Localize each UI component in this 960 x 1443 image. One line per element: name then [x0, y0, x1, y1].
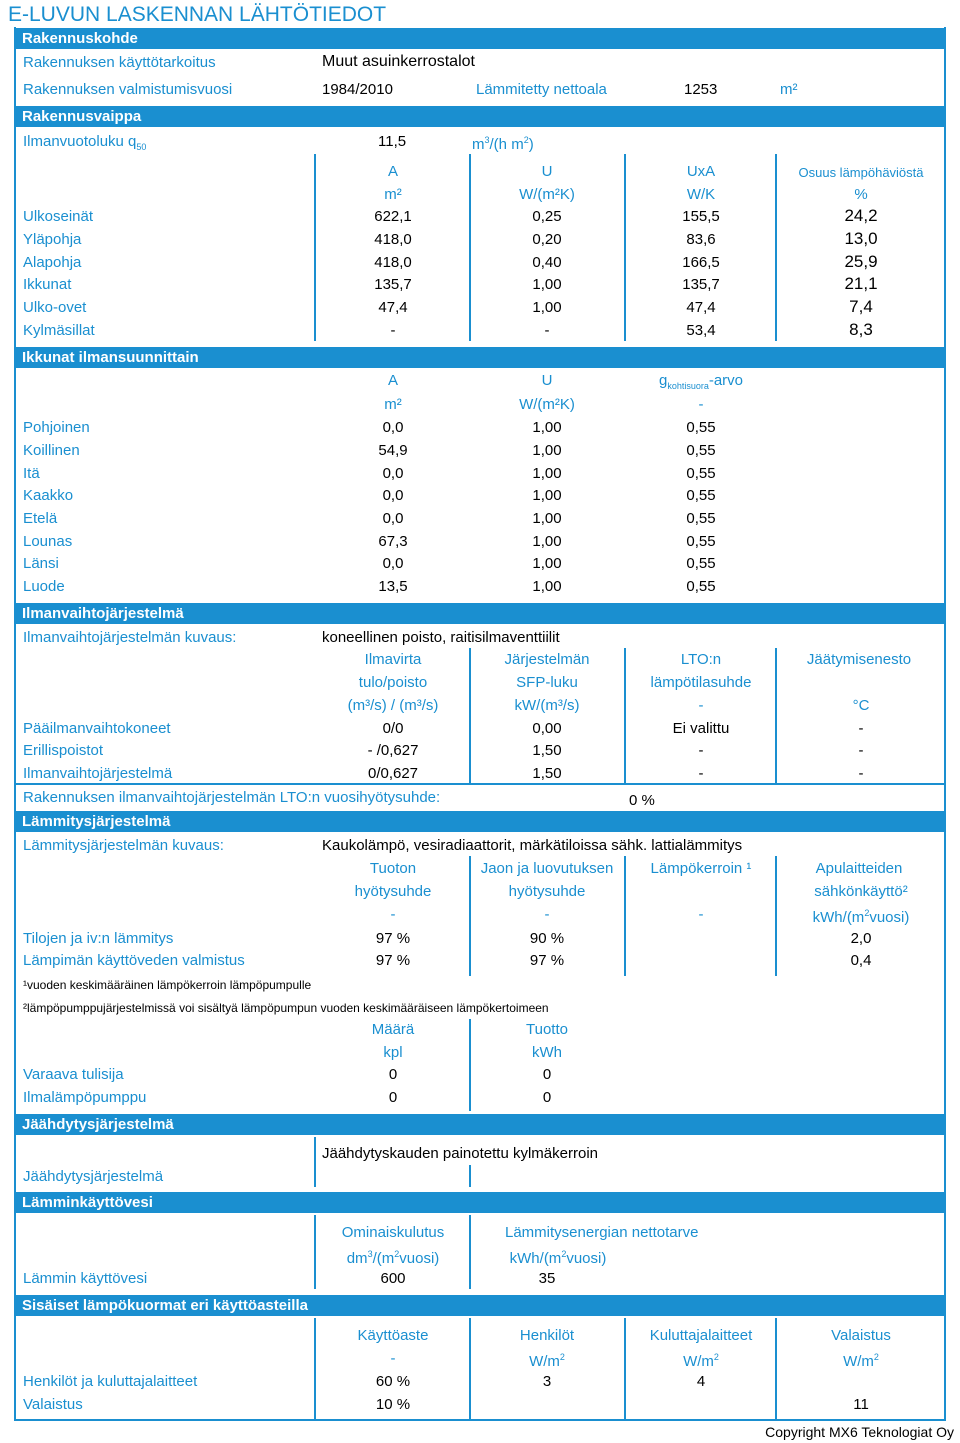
cell-u: 0,25 [532, 208, 562, 225]
col-header-share: Osuus lämpöhäviöstä [798, 165, 924, 180]
net-area-label: Lämmitetty nettoala [476, 81, 607, 98]
dhw-col-header: Ominaiskulutus [341, 1224, 445, 1241]
section-header-lkv: Lämminkäyttövesi [14, 1192, 946, 1213]
cell-share: 25,9 [844, 252, 878, 271]
row-label: Luode [23, 578, 65, 595]
cell-share: 7,4 [849, 297, 873, 316]
row-label: Kylmäsillat [23, 322, 95, 339]
column-divider [469, 154, 471, 341]
column-divider [314, 1215, 316, 1289]
col-unit-g: - [698, 396, 704, 413]
page-title: E-LUVUN LASKENNAN LÄHTÖTIEDOT [8, 3, 387, 26]
iv-col-header: Järjestelmän [504, 651, 590, 668]
cell-sfp: 0,00 [532, 720, 562, 737]
cell-a: 135,7 [374, 276, 412, 293]
heat-col-unit: - [390, 906, 396, 923]
iv-col-header: LTO:n [680, 651, 722, 668]
row-label: Itä [23, 465, 40, 482]
copyright: Copyright MX6 Teknologiat Oy [765, 1424, 954, 1440]
completion-year-label: Rakennuksen valmistumisvuosi [23, 81, 233, 98]
load-col-unit: $W/m^2$ [683, 1352, 719, 1370]
completion-year-value: 1984/2010 [322, 81, 393, 98]
cell-lto: Ei valittu [672, 720, 730, 737]
air-leakage-value: 11,5 [378, 133, 407, 150]
heat-col-unit: - [698, 906, 704, 923]
row-label: Pääilmanvaihtokoneet [23, 720, 171, 737]
row-label: Etelä [23, 510, 58, 527]
heat-col-unit: - [544, 906, 550, 923]
load-col-header: Käyttöaste [357, 1327, 429, 1344]
cell-u: 1,00 [532, 442, 562, 459]
cell-lto: - [698, 765, 704, 782]
row-label: Jäähdytysjärjestelmä [23, 1168, 164, 1185]
cell-distribution: 90 % [529, 930, 565, 947]
air-leakage-unit: $m^3/(h$ $m^2$) [472, 135, 534, 153]
cell-share: 8,3 [849, 320, 873, 339]
cell-production: 97 % [375, 930, 411, 947]
heating-description-value: Kaukolämpö, vesiradiaattorit, märkätiloissa sähk. lattialämmitys [322, 837, 743, 854]
row-label: Valaistus [23, 1396, 83, 1413]
cell-aux-electricity: 2,0 [850, 930, 872, 947]
cell-usage-rate: 10 % [375, 1396, 411, 1413]
pump-col-unit: kWh [532, 1044, 562, 1061]
cell-u: 1,00 [532, 487, 562, 504]
cell-flow: 0/0 [382, 720, 404, 737]
cell-output: 0 [542, 1066, 552, 1083]
footnote-2: ²lämpöpumppujärjestelmissä voi sisältyä lämpöpumpun vuoden keskimääräiseen lämpökertoimeen [23, 1001, 549, 1015]
row-label: Ikkunat [23, 276, 72, 293]
pump-col-header: Määrä [371, 1021, 415, 1038]
cell-net-demand: 35 [538, 1270, 556, 1287]
load-col-header: Henkilöt [519, 1327, 575, 1344]
col-unit-u: W/(m²K) [519, 396, 575, 413]
iv-description-value: koneellinen poisto, raitisilmaventtiilit [322, 629, 560, 646]
cell-distribution: 97 % [529, 952, 565, 969]
row-label: Lounas [23, 533, 73, 550]
cell-a: 418,0 [374, 231, 412, 248]
load-col-unit: - [390, 1350, 396, 1367]
net-area-unit: m² [780, 81, 798, 98]
column-divider [314, 1318, 316, 1421]
cell-u: 1,00 [532, 299, 562, 316]
iv-description-label: Ilmanvaihtojärjestelmän kuvaus: [23, 629, 237, 646]
col-header-uxa: UxA [686, 163, 716, 180]
cell-a: 0,0 [382, 465, 404, 482]
column-divider [624, 1318, 626, 1421]
cell-ua: 135,7 [682, 276, 720, 293]
cell-lighting: 11 [853, 1396, 869, 1413]
cell-a: 622,1 [374, 208, 412, 225]
heat-col-header: hyötysuhde [508, 883, 586, 900]
iv-col-unit: kW/(m³/s) [514, 697, 580, 714]
cell-u: 1,00 [532, 555, 562, 572]
cell-ua: 53,4 [686, 322, 716, 339]
section-header-rakennusvaippa: Rakennusvaippa [14, 106, 946, 127]
load-col-header: Kuluttajalaitteet [649, 1327, 753, 1344]
cell-a: 0,0 [382, 555, 404, 572]
row-label: Erillispoistot [23, 742, 104, 759]
dhw-col-unit: kWh/$(m^2vuosi)$ [509, 1249, 607, 1267]
cell-a: 418,0 [374, 254, 412, 271]
heat-col-unit: kWh/$(m^2vuosi)$ [812, 908, 910, 926]
heat-col-header: sähkönkäyttö² [814, 883, 908, 900]
column-divider [775, 648, 777, 784]
cell-a: 47,4 [378, 299, 408, 316]
column-divider [469, 1215, 471, 1289]
col-unit-share: % [854, 186, 868, 203]
cell-u: 1,00 [532, 578, 562, 595]
section-header-rakennuskohde: Rakennuskohde [14, 28, 946, 49]
iv-col-unit: - [698, 697, 704, 714]
iv-col-header: Jäätymisenesto [806, 651, 912, 668]
footnote-1: ¹vuoden keskimääräinen lämpökerroin lämpöpumpulle [23, 978, 312, 992]
cell-output: 0 [542, 1089, 552, 1106]
heat-col-header: Tuoton [369, 860, 417, 877]
air-leakage-label: Ilmanvuotoluku $q_{50}$ [23, 133, 147, 152]
cell-g: 0,55 [686, 510, 716, 527]
row-label: Yläpohja [23, 231, 82, 248]
section-header-lammitys: Lämmitysjärjestelmä [14, 811, 946, 832]
lto-efficiency-label: Rakennuksen ilmanvaihtojärjestelmän LTO:n vuosihyötysuhde: [23, 789, 441, 806]
cell-share: 21,1 [844, 274, 878, 293]
row-label: Varaava tulisija [23, 1066, 124, 1083]
cell-u: 0,40 [532, 254, 562, 271]
row-label: Ilmalämpöpumppu [23, 1089, 147, 1106]
cell-count: 0 [388, 1066, 398, 1083]
row-label: Tilojen ja iv:n lämmitys [23, 930, 174, 947]
cell-frost: - [858, 742, 864, 759]
column-divider [469, 1165, 471, 1187]
cell-consumption: 600 [380, 1270, 406, 1287]
column-divider [775, 856, 777, 976]
iv-col-unit: (m³/s) / (m³/s) [347, 697, 439, 714]
col-unit-u: W/(m²K) [519, 186, 575, 203]
pump-col-header: Tuotto [526, 1021, 568, 1038]
load-col-unit: $W/m^2$ [843, 1352, 879, 1370]
cell-g: 0,55 [686, 578, 716, 595]
col-header-u: U [541, 372, 553, 389]
cell-a: 13,5 [378, 578, 408, 595]
section-header-iv: Ilmanvaihtojärjestelmä [14, 603, 946, 624]
row-label: Koillinen [23, 442, 80, 459]
cell-sfp: 1,50 [532, 742, 562, 759]
cell-g: 0,55 [686, 419, 716, 436]
col-header-u: U [541, 163, 553, 180]
row-label: Pohjoinen [23, 419, 90, 436]
heat-col-header: Apulaitteiden [815, 860, 903, 877]
cell-share: 13,0 [844, 229, 878, 248]
column-divider [469, 1019, 471, 1111]
cell-g: 0,55 [686, 555, 716, 572]
column-divider [469, 856, 471, 976]
cell-frost: - [858, 720, 864, 737]
cell-lto: - [698, 742, 704, 759]
section-header-jaahdytys: Jäähdytysjärjestelmä [14, 1114, 946, 1135]
col-unit-a: m² [384, 186, 402, 203]
cell-g: 0,55 [686, 487, 716, 504]
col-header-a: A [387, 163, 399, 180]
column-divider [469, 648, 471, 784]
iv-col-unit: °C [852, 697, 870, 714]
row-label: Lämmin käyttövesi [23, 1270, 148, 1287]
heat-col-header: Lämpökerroin ¹ [650, 860, 752, 877]
usage-label: Rakennuksen käyttötarkoitus [23, 54, 216, 71]
col-unit-a: m² [384, 396, 402, 413]
cell-share: 24,2 [844, 206, 878, 225]
column-divider [314, 154, 316, 341]
dhw-col-header: Lämmitysenergian nettotarve [505, 1224, 699, 1241]
cell-g: 0,55 [686, 442, 716, 459]
cell-u: 1,00 [532, 533, 562, 550]
row-label: Ulko-ovet [23, 299, 87, 316]
row-label: Ilmanvaihtojärjestelmä [23, 765, 173, 782]
cell-u: 1,00 [532, 419, 562, 436]
iv-col-header: lämpötilasuhde [650, 674, 752, 691]
cell-u: 1,00 [532, 510, 562, 527]
column-divider [624, 154, 626, 341]
load-col-unit: $W/m^2$ [529, 1352, 565, 1370]
pump-col-unit: kpl [383, 1044, 403, 1061]
cell-a: 67,3 [378, 533, 408, 550]
row-label: Henkilöt ja kuluttajalaitteet [23, 1373, 198, 1390]
row-label: Ulkoseinät [23, 208, 94, 225]
cell-u: 0,20 [532, 231, 562, 248]
cell-flow: 0/0,627 [367, 765, 419, 782]
heat-col-header: Jaon ja luovutuksen [480, 860, 614, 877]
cell-count: 0 [388, 1089, 398, 1106]
cell-production: 97 % [375, 952, 411, 969]
cell-ua: 83,6 [686, 231, 716, 248]
cell-u: 1,00 [532, 465, 562, 482]
cell-usage-rate: 60 % [375, 1373, 411, 1390]
cell-sfp: 1,50 [532, 765, 562, 782]
dhw-col-unit: $dm^3/(m^2vuosi)$ [346, 1249, 440, 1267]
cell-u: - [544, 322, 550, 339]
iv-col-header: SFP-luku [516, 674, 578, 691]
row-label: Lämpimän käyttöveden valmistus [23, 952, 245, 969]
heat-col-header: hyötysuhde [354, 883, 432, 900]
cell-a: - [390, 322, 396, 339]
cell-a: 0,0 [382, 510, 404, 527]
cell-ua: 47,4 [686, 299, 716, 316]
column-divider [469, 1318, 471, 1421]
row-divider [14, 783, 946, 785]
cell-a: 54,9 [378, 442, 408, 459]
cell-persons: 3 [542, 1373, 552, 1390]
column-divider [775, 1318, 777, 1421]
cell-frost: - [858, 765, 864, 782]
col-header-a: A [387, 372, 399, 389]
cooling-header: Jäähdytyskauden painotettu kylmäkerroin [322, 1145, 598, 1162]
col-header-g: $g_{kohtisuora}$-arvo [658, 372, 744, 391]
heating-description-label: Lämmitysjärjestelmän kuvaus: [23, 837, 224, 854]
row-label: Länsi [23, 555, 59, 572]
column-divider [624, 648, 626, 784]
iv-col-header: Ilmavirta [364, 651, 422, 668]
cell-a: 0,0 [382, 419, 404, 436]
column-divider [624, 856, 626, 976]
cell-g: 0,55 [686, 465, 716, 482]
lto-efficiency-value: 0 % [629, 792, 655, 809]
cell-ua: 155,5 [682, 208, 720, 225]
column-divider [775, 154, 777, 341]
cell-flow: - /0,627 [367, 742, 419, 759]
load-col-header: Valaistus [831, 1327, 891, 1344]
section-header-ikkunat: Ikkunat ilmansuunnittain [14, 347, 946, 368]
column-divider [314, 1137, 316, 1187]
section-header-sisaiset: Sisäiset lämpökuormat eri käyttöasteilla [14, 1295, 946, 1316]
col-unit-uxa: W/K [686, 186, 716, 203]
row-label: Alapohja [23, 254, 82, 271]
cell-u: 1,00 [532, 276, 562, 293]
iv-col-header: tulo/poisto [358, 674, 428, 691]
cell-a: 0,0 [382, 487, 404, 504]
cell-aux-electricity: 0,4 [850, 952, 872, 969]
row-label: Kaakko [23, 487, 74, 504]
cell-ua: 166,5 [682, 254, 720, 271]
net-area-value: 1253 [684, 81, 718, 98]
cell-appliances: 4 [696, 1373, 706, 1390]
usage-value: Muut asuinkerrostalot [322, 53, 475, 70]
cell-g: 0,55 [686, 533, 716, 550]
